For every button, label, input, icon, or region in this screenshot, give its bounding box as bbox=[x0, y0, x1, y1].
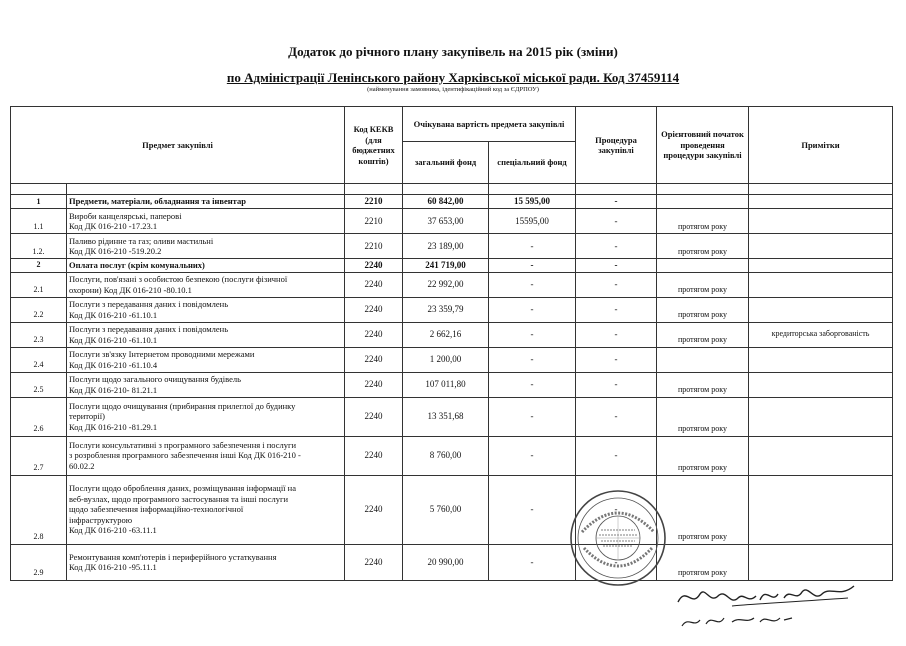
procurement-table bbox=[10, 106, 893, 581]
item-name-line: Код ДК 016-210 -95.11.1 bbox=[69, 562, 157, 572]
item-name-line: Код ДК 016-210 -63.11.1 bbox=[69, 525, 157, 536]
procedure-value: - bbox=[576, 272, 657, 297]
row-number: 1.2. bbox=[11, 234, 67, 259]
kekv-code: 2240 bbox=[345, 322, 403, 347]
table-row bbox=[11, 347, 893, 372]
note-value bbox=[749, 397, 893, 436]
kekv-code: 2240 bbox=[345, 436, 403, 475]
item-name bbox=[67, 234, 345, 259]
special-fund-value: - bbox=[489, 544, 576, 580]
procedure-value: - bbox=[576, 259, 657, 273]
item-name bbox=[67, 436, 345, 475]
general-fund-value: 20 990,00 bbox=[403, 544, 489, 580]
header-procedure: Процедура закупівлі bbox=[576, 107, 657, 184]
kekv-code: 2240 bbox=[345, 475, 403, 544]
table-row bbox=[11, 397, 893, 436]
item-name-line: Послуги, пов'язані з особистою безпекою (послуги фізичної bbox=[69, 274, 288, 284]
table-body bbox=[11, 184, 893, 581]
item-name-line: Код ДК 016-210 -61.10.1 bbox=[69, 334, 158, 345]
start-period: протягом року bbox=[657, 272, 749, 297]
row-number: 2.6 bbox=[11, 397, 67, 436]
start-period bbox=[657, 259, 749, 273]
special-fund-value: 15 595,00 bbox=[489, 195, 576, 209]
note-value bbox=[749, 297, 893, 322]
kekv-code: 2240 bbox=[345, 272, 403, 297]
special-fund-value: - bbox=[489, 272, 576, 297]
item-name-line: Код ДК 016-210 -17.23.1 bbox=[69, 221, 158, 231]
item-name-line: Послуги з передавання даних і повідомлень bbox=[69, 324, 229, 334]
kekv-code: 2210 bbox=[345, 234, 403, 259]
special-fund-value: - bbox=[489, 372, 576, 397]
general-fund-value: 2 662,16 bbox=[403, 322, 489, 347]
header-notes: Примітки bbox=[749, 107, 893, 184]
kekv-code: 2240 bbox=[345, 397, 403, 436]
general-fund-value: 107 011,80 bbox=[403, 372, 489, 397]
item-name-line: Послуги зв'язку Інтернетом проводними мережами bbox=[69, 349, 255, 359]
item-name-line: Код ДК 016-210 -61.10.1 bbox=[69, 309, 158, 320]
table-row bbox=[11, 297, 893, 322]
item-name-line: Код ДК 016-210 -61.10.4 bbox=[69, 359, 158, 370]
row-number: 2.3 bbox=[11, 322, 67, 347]
special-fund-value: 15595,00 bbox=[489, 209, 576, 234]
start-period bbox=[657, 347, 749, 372]
item-name bbox=[67, 209, 345, 234]
item-name bbox=[67, 397, 345, 436]
item-name bbox=[67, 347, 345, 372]
special-fund-value: - bbox=[489, 475, 576, 544]
spacer-row bbox=[11, 184, 893, 195]
item-name-line: охорони) Код ДК 016-210 -80.10.1 bbox=[69, 284, 192, 295]
note-value bbox=[749, 234, 893, 259]
start-period: протягом року bbox=[657, 397, 749, 436]
special-fund-value: - bbox=[489, 436, 576, 475]
note-value bbox=[749, 272, 893, 297]
kekv-code: 2240 bbox=[345, 347, 403, 372]
item-name bbox=[67, 322, 345, 347]
start-period: протягом року bbox=[657, 544, 749, 580]
item-name-line: інфраструктурою bbox=[69, 514, 133, 525]
header-special-fund: спеціальний фонд bbox=[489, 142, 576, 184]
start-period: протягом року bbox=[657, 436, 749, 475]
special-fund-value: - bbox=[489, 259, 576, 273]
item-name-line: веб-вузлах, щодо програмного застосування та інші послуги bbox=[69, 493, 289, 504]
procedure-value: - bbox=[576, 475, 657, 544]
special-fund-value: - bbox=[489, 297, 576, 322]
start-period: протягом року bbox=[657, 297, 749, 322]
row-number: 2.5 bbox=[11, 372, 67, 397]
item-name-line: Код ДК 016-210 -519.20.2 bbox=[69, 246, 162, 256]
row-number: 2.2 bbox=[11, 297, 67, 322]
row-number: 2 bbox=[11, 259, 67, 273]
general-fund-value: 241 719,00 bbox=[403, 259, 489, 273]
procedure-value: - bbox=[576, 544, 657, 580]
kekv-code: 2240 bbox=[345, 372, 403, 397]
organization-line: по Адміністрації Ленінського району Харківської міської ради. Код 37459114 bbox=[226, 70, 680, 85]
procedure-value: - bbox=[576, 234, 657, 259]
table-row bbox=[11, 436, 893, 475]
item-name-line: Послуги щодо загального очищування будівель bbox=[69, 374, 242, 384]
note-value bbox=[749, 436, 893, 475]
start-period: протягом року bbox=[657, 322, 749, 347]
item-name-line: Оплата послуг (крім комунальних) bbox=[69, 260, 205, 270]
item-name-line: Послуги щодо очищування (прибирання прилеглої до будинку bbox=[69, 400, 296, 411]
procedure-value: - bbox=[576, 195, 657, 209]
general-fund-value: 23 189,00 bbox=[403, 234, 489, 259]
note-value bbox=[749, 195, 893, 209]
item-name-line: Послуги консультативні з програмного забезпечення і послуги bbox=[69, 439, 297, 450]
row-number: 2.7 bbox=[11, 436, 67, 475]
note-value bbox=[749, 372, 893, 397]
kekv-code: 2240 bbox=[345, 297, 403, 322]
start-period bbox=[657, 195, 749, 209]
special-fund-value: - bbox=[489, 322, 576, 347]
header-expected-cost: Очікувана вартість предмета закупівлі bbox=[403, 107, 576, 142]
item-name-line: Предмети, матеріали, обладнання та інвентар bbox=[69, 196, 246, 207]
header-general-fund: загальний фонд bbox=[403, 142, 489, 184]
note-value bbox=[749, 259, 893, 273]
kekv-code: 2210 bbox=[345, 209, 403, 234]
document-title: Додаток до річного плану закупівель на 2015 рік (зміни) bbox=[288, 44, 618, 59]
item-name-line: Послуги з передавання даних і повідомлень bbox=[69, 299, 229, 309]
handwritten-signature bbox=[672, 578, 862, 634]
procedure-value: - bbox=[576, 347, 657, 372]
kekv-code: 2240 bbox=[345, 259, 403, 273]
general-fund-value: 22 992,00 bbox=[403, 272, 489, 297]
table-row bbox=[11, 322, 893, 347]
item-name bbox=[67, 372, 345, 397]
special-fund-value: - bbox=[489, 234, 576, 259]
item-name bbox=[67, 195, 345, 209]
procedure-value: - bbox=[576, 209, 657, 234]
header-subject: Предмет закупівлі bbox=[11, 107, 345, 184]
special-fund-value: - bbox=[489, 347, 576, 372]
table-row bbox=[11, 234, 893, 259]
general-fund-value: 13 351,68 bbox=[403, 397, 489, 436]
table-row bbox=[11, 272, 893, 297]
header-kekv: Код КЕКВ (для бюджетних коштів) bbox=[345, 107, 403, 184]
general-fund-value: 23 359,79 bbox=[403, 297, 489, 322]
general-fund-value: 5 760,00 bbox=[403, 475, 489, 544]
table-row bbox=[11, 475, 893, 544]
item-name-line: території) bbox=[69, 411, 105, 422]
row-number: 2.1 bbox=[11, 272, 67, 297]
header-start: Орієнтовний початок проведення процедури закупівлі bbox=[657, 107, 749, 184]
row-number: 1 bbox=[11, 195, 67, 209]
item-name bbox=[67, 475, 345, 544]
general-fund-value: 37 653,00 bbox=[403, 209, 489, 234]
note-value bbox=[749, 475, 893, 544]
table-row bbox=[11, 195, 893, 209]
item-name-line: з розроблення програмного забезпечення інші Код ДК 016-210 - bbox=[69, 450, 301, 461]
item-name bbox=[67, 259, 345, 273]
note-value bbox=[749, 347, 893, 372]
kekv-code: 2210 bbox=[345, 195, 403, 209]
start-period: протягом року bbox=[657, 234, 749, 259]
stamp-seal bbox=[568, 488, 668, 588]
table-row bbox=[11, 544, 893, 580]
item-name bbox=[67, 272, 345, 297]
general-fund-value: 60 842,00 bbox=[403, 195, 489, 209]
start-period: протягом року bbox=[657, 475, 749, 544]
special-fund-value: - bbox=[489, 397, 576, 436]
note-value: кредиторська заборгованість bbox=[749, 322, 893, 347]
row-number: 2.9 bbox=[11, 544, 67, 580]
item-name-line: Код ДК 016-210- 81.21.1 bbox=[69, 384, 158, 395]
row-number: 2.8 bbox=[11, 475, 67, 544]
item-name-line: Паливо рідинне та газ; оливи мастильні bbox=[69, 235, 214, 246]
row-number: 1.1 bbox=[11, 209, 67, 234]
item-name bbox=[67, 544, 345, 580]
procedure-value: - bbox=[576, 397, 657, 436]
item-name-line: щодо забезпечення інформаційно-технологічної bbox=[69, 504, 244, 515]
general-fund-value: 8 760,00 bbox=[403, 436, 489, 475]
item-name-line: Вироби канцелярські, паперові bbox=[69, 210, 182, 221]
procedure-value: - bbox=[576, 297, 657, 322]
note-value bbox=[749, 544, 893, 580]
item-name-line: Послуги щодо оброблення даних, розміщування інформації на bbox=[69, 483, 296, 494]
start-period: протягом року bbox=[657, 209, 749, 234]
general-fund-value: 1 200,00 bbox=[403, 347, 489, 372]
note-value bbox=[749, 209, 893, 234]
item-name-line: 60.02.2 bbox=[69, 460, 95, 471]
procedure-value: - bbox=[576, 372, 657, 397]
table-row bbox=[11, 209, 893, 234]
start-period: протягом року bbox=[657, 372, 749, 397]
table-row bbox=[11, 372, 893, 397]
organization-caption: (найменування замовника, ідентифікаційний код за ЄДРПОУ) bbox=[367, 86, 539, 93]
item-name-line: Код ДК 016-210 -81.29.1 bbox=[69, 421, 158, 432]
kekv-code: 2240 bbox=[345, 544, 403, 580]
item-name bbox=[67, 297, 345, 322]
table-row bbox=[11, 259, 893, 273]
procedure-value: - bbox=[576, 322, 657, 347]
row-number: 2.4 bbox=[11, 347, 67, 372]
item-name-line: Ремонтування комп'ютерів і периферійного устаткування bbox=[69, 551, 277, 562]
procedure-value: - bbox=[576, 436, 657, 475]
